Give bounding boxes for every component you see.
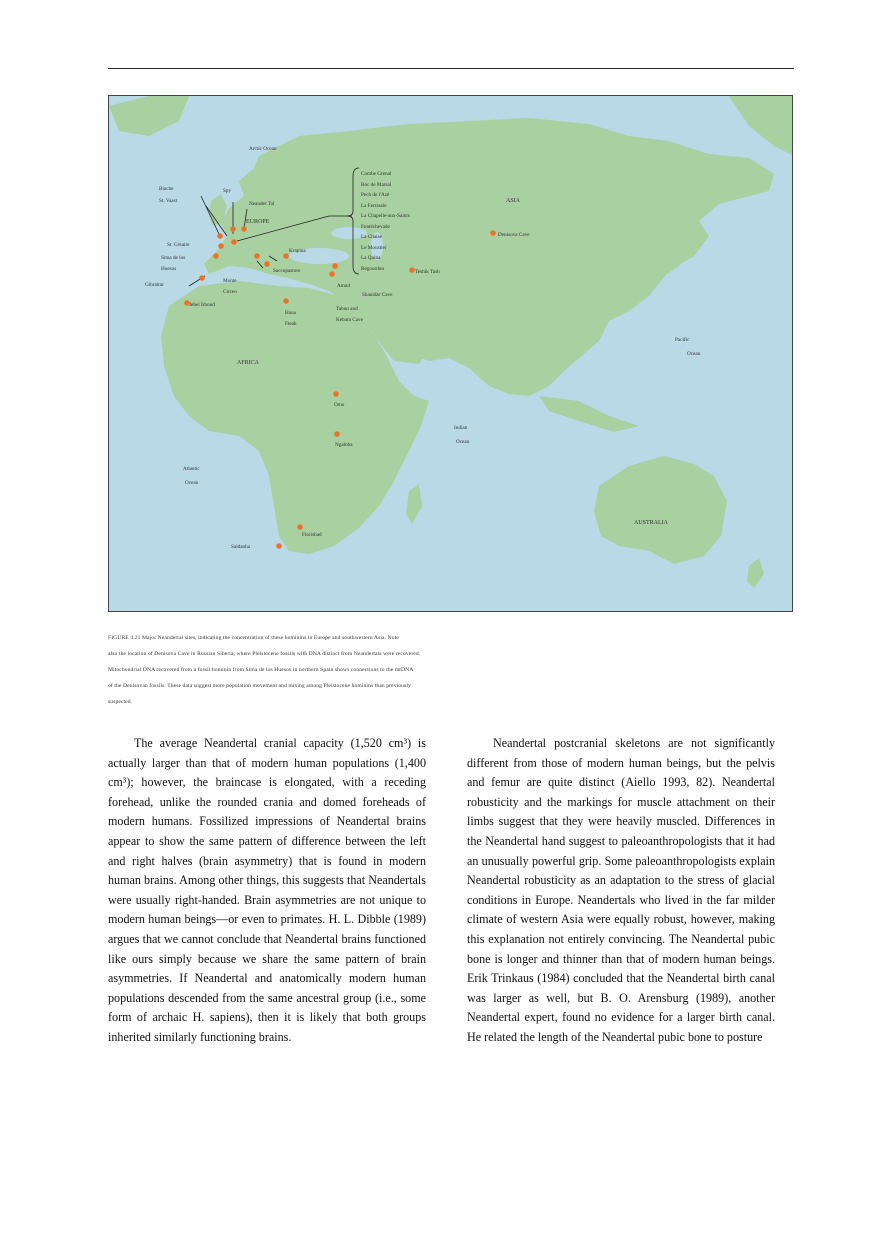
atlantic-label-2: Ocean (185, 480, 199, 486)
site-label: Saldanha (231, 544, 251, 550)
paragraph-cranial-capacity: The average Neandertal cranial capacity (1,520 cm³) is actually larger than that of modern human populations (1,400 cm³); however, the braincase is elongated, with a receding forehead, unlike the rounded crania and domed foreheads of modern humans. Fossilized impressions of Neandertal brains appear to show the same pattern of difference between the left and right halves (brain asymmetry) that is found in modern human brains. Among other things, this suggests that Neandertals were usually right-handed. Brain asymmetries are not unique to modern human beings—or even to primates. H. L. Dibble (1989) argues that we cannot conclude that Neandertal brains functioned like ours simply because we share the same pattern of brain asymmetries. If Neandertal and anatomically modern human populations descended from the same ancestral group (i.e., some form of archaic H. sapiens), then it is likely that both groups inherited similarly functioning brains. (108, 736, 426, 1044)
australia-landmass (594, 456, 727, 564)
indonesia-landmass (539, 396, 639, 432)
french-site-label: Pech de l'Azé (361, 192, 390, 198)
site-label: Denisova Cave (498, 232, 530, 238)
french-site-label: La Chapelle-aux-Saints (361, 213, 410, 219)
site-label: Spy (223, 188, 232, 194)
site-label: Fteah (285, 321, 297, 327)
caption-line: FIGURE 4.21 Major Neandertal sites, indicating the concentration of these hominins in Europe and southwestern Asia. Note (108, 635, 399, 641)
site-label: Tabun and (336, 306, 358, 312)
site-label: Amud (337, 283, 350, 289)
caption-line: Mitochondrial DNA recovered from a fossil hominin from Sima de los Huesos in northern Spain shows connections to the mtDNA (108, 667, 414, 673)
site-label: Krapina (289, 248, 306, 254)
arctic-ocean-label: Arctic Ocean (249, 146, 277, 152)
french-site-label: Le Moustier (361, 245, 387, 251)
pacific-label-1: Pacific (675, 337, 690, 343)
site-label: Huesos (161, 266, 177, 272)
french-site-label: Combe Grenal (361, 171, 392, 177)
site-label: Biache (159, 186, 174, 192)
site-label: Haua (285, 310, 296, 316)
africa-label: AFRICA (237, 360, 260, 366)
site-label: Gibraltar (145, 282, 164, 288)
greenland-landmass (109, 96, 189, 136)
new-zealand-landmass (747, 558, 764, 588)
site-label: Sima de los (161, 255, 186, 261)
site-label: Neander Tal (249, 201, 275, 207)
french-site-label: La Quina (361, 255, 381, 261)
figure-caption (108, 630, 438, 710)
site-label: Teshik Tash (415, 269, 440, 275)
french-site-label: Fontéchevade (361, 224, 390, 230)
caption-line: also the location of Denisova Cave in Russian Siberia, where Pleistocene fossils with DNA distinct from Neandertals were recovered. (108, 651, 421, 657)
header-rule (108, 68, 794, 69)
site-label: Saccopastore (273, 268, 301, 274)
site-label: Omo (334, 402, 345, 408)
site-label: Jebel Irhoud (189, 302, 215, 308)
europe-label: EUROPE (246, 219, 270, 225)
site-label: St. Césaire (167, 242, 190, 248)
map-graphic (109, 96, 793, 612)
indian-label-2: Ocean (456, 439, 470, 445)
north-america-landmass (729, 96, 793, 156)
caption-line: suspected. (108, 699, 133, 705)
french-site-label: Regourdou (361, 266, 385, 272)
pacific-label-2: Ocean (687, 351, 701, 357)
french-site-label: La Chaise (361, 234, 382, 240)
french-site-label: Roc de Marsal (361, 182, 392, 188)
site-label: Ngaloba (335, 442, 353, 448)
site-label: Kebara Cave (336, 317, 363, 323)
body-column-left (108, 734, 426, 1048)
site-label: Florisbad (302, 532, 322, 538)
madagascar-landmass (406, 484, 422, 524)
site-label: St. Vaast (159, 198, 178, 204)
site-label: Monte (223, 278, 237, 284)
atlantic-label-1: Atlantic (183, 466, 200, 472)
caption-line: of the Denisovan fossils. These data suggest more population movement and mixing among Pleistocene hominins than previously (108, 683, 411, 689)
french-site-label: La Ferrassie (361, 203, 387, 209)
site-label: Circeo (223, 289, 237, 295)
paragraph-postcranial: Neandertal postcranial skeletons are not significantly different from those of modern human beings, but the pelvis and femur are quite distinct (Aiello 1993, 82). Neandertal robusticity and the markings for muscle attachment on their limbs suggest that they were heavily muscled. Differences in the Neandertal hand suggest to paleoanthropologists that it had an unusually powerful grip. Some paleoanthropologists explain Neandertal robusticity as an adaptation to the stress of glacial conditions in Europe. Neandertals who lived in the far milder climate of western Asia were equally robust, however, making this explanation not entirely convincing. The Neandertal pubic bone is longer and thinner than that of modern human beings. Erik Trinkaus (1984) concluded that the Neandertal birth canal was larger as well, but B. O. Arensburg (1989), another Neandertal expert, found no evidence for a larger birth canal. He related the length of the Neandertal pubic bone to posture (467, 736, 775, 1044)
neandertal-sites-map (108, 95, 793, 612)
body-column-right (467, 734, 775, 1048)
asia-label: ASIA (506, 198, 521, 204)
indian-label-1: Indian (454, 425, 468, 431)
australia-label: AUSTRALIA (634, 520, 668, 526)
site-label: Shanidar Cave (362, 292, 393, 298)
